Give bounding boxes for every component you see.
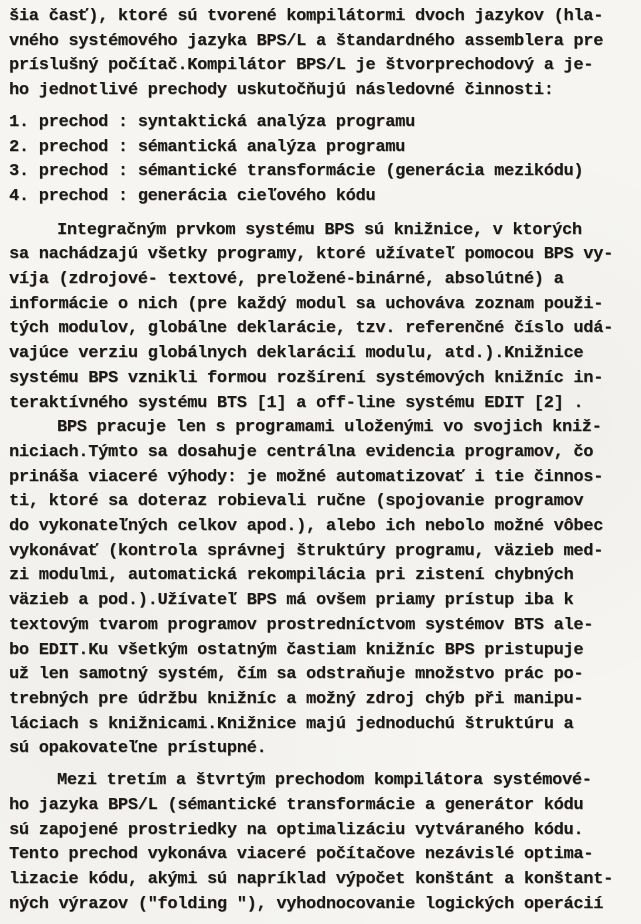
text-line: trebných pre údržbu knižníc a možný zdroj chýb při manipu- [9, 689, 584, 709]
text-line: väzieb a pod.).Užívateľ BPS má ovšem priamy prístup iba k [9, 591, 574, 611]
text-line: zi modulmi, automatická rekompilácia pri zistení chybných [9, 566, 574, 586]
text-line: už len samotný systém, čím sa odstraňuje množstvo prác po- [9, 665, 584, 685]
list-item: 4. prechod : generácia cieľového kódu [9, 186, 376, 206]
text-line: ho jazyka BPS/L (sémantické transformácie a generátor kódu [9, 795, 584, 815]
text-line: vajúce verziu globálnych deklarácií modulu, atd.).Knižnice [9, 344, 584, 364]
text-line: niciach.Týmto sa dosahuje centrálna evidencia programov, čo [9, 442, 594, 462]
text-line: šia časť), ktoré sú tvorené kompilátormi dvoch jazykov (hla- [9, 7, 604, 26]
paragraph [9, 416, 637, 762]
text-line: vykonávať (kontrola správnej štruktúry programu, väzieb med- [9, 541, 604, 561]
text-line: lizacie kódu, akými sú napríklad výpočet konštánt a konštant- [9, 869, 614, 889]
paragraph [9, 5, 637, 104]
text-line: systému BPS vznikli formou rozšírení systémových knižníc in- [9, 368, 604, 388]
text-line: teraktívného systému BTS [1] a off-line systému EDIT [2] . [9, 393, 584, 413]
text-line: ho jednotlivé prechody uskutočňujú následovné činnosti: [9, 81, 554, 101]
text-line: prináša viaceré výhody: je možné automatizovať i tie činnos- [9, 467, 604, 487]
paragraph [9, 769, 637, 917]
list-item: 1. prechod : syntaktická analýza programu [9, 112, 415, 132]
list-item: 3. prechod : sémantické transformácie (generácia mezikódu) [9, 162, 584, 182]
paragraph [9, 219, 637, 417]
text-line: víja (zdrojové- textové, preložené-binárné, absolútné) a [9, 270, 564, 290]
text-line: Tento prechod vykonáva viaceré počítačove nezávislé optima- [9, 845, 594, 865]
text-line: Integračným prvkom systému BPS sú knižnice, v ktorých [57, 220, 582, 240]
text-line: Mezi tretím a štvrtým prechodom kompilátora systémové- [57, 771, 592, 791]
text-line: sú zapojené prostriedky na optimalizáciu vytváraného kódu. [9, 820, 584, 840]
text-line: bo EDIT.Ku všetkým ostatným častiam knižníc BPS pristupuje [9, 640, 584, 660]
text-line: do vykonateľných celkov apod.), alebo ich nebolo možné vôbec [9, 517, 604, 537]
text-line: informácie o nich (pre každý modul sa uchováva zoznam použi- [9, 294, 604, 314]
text-line: tých modulov, globálne deklarácie, tzv. referenčné číslo udá- [9, 319, 614, 339]
text-line: BPS pracuje len s programami uloženými vo svojich kniž- [57, 418, 602, 438]
list-item: 2. prechod : sémantická analýza programu [9, 137, 406, 157]
text-line: ných výrazov ("folding "), vyhodnocovanie logických operácií [9, 894, 604, 914]
text-line: ti, ktoré sa doteraz robievali ručne (spojovanie programov [9, 492, 584, 512]
text-line: láciach s knižnicami.Knižnice majú jednoduchú štruktúru a [9, 714, 574, 734]
numbered-list [9, 111, 637, 210]
text-line: textovým tvarom programov prostredníctvom systémov BTS ale- [9, 615, 594, 635]
text-line: sa nachádzajú všetky programy, ktoré užívateľ pomocou BPS vy- [9, 245, 614, 265]
text-line: sú opakovateľne prístupné. [9, 739, 267, 759]
text-line: vného systémového jazyka BPS/L a štandardného assemblera pre [9, 31, 604, 51]
text-line: príslušný počítač.Kompilátor BPS/L je štvorprechodový a je- [9, 56, 594, 76]
